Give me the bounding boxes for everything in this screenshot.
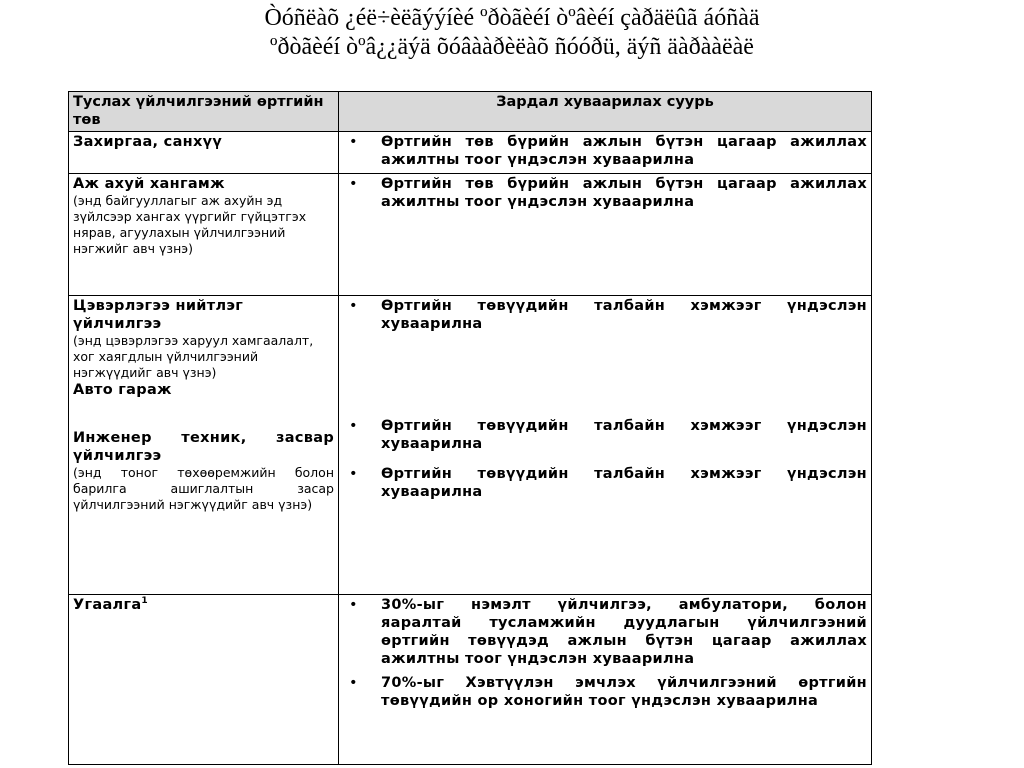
bullet-glyph: • xyxy=(349,134,358,150)
table-row xyxy=(69,296,872,595)
service-note: (энд байгууллагыг аж ахуйн эд зүйлсээр хангах үүргийг гүйцэтгэх нярав, агуулахын үйлчилгээний нэгжийг авч үзнэ) xyxy=(73,193,307,256)
service-name: Аж ахуй хангамж xyxy=(73,176,225,192)
service-note: (энд тоног төхөөремжийн болон барилга ашиглалтын засар үйлчилгээний нэгжүүдийг авч үзнэ) xyxy=(73,465,334,512)
bullet-glyph: • xyxy=(349,466,358,482)
title-line-1: Òóñëàõ ¿éë÷èëãýýíèé ºðòãèéí òºâèéí çàðäëûã áóñàä xyxy=(264,5,760,31)
service-name: Авто гараж xyxy=(73,382,172,398)
allocation-table xyxy=(68,91,872,765)
table-row xyxy=(69,595,872,765)
basis-bullet: • Өртгийн төв бүрийн ажлын бүтэн цагаар ажиллах ажилтны тоог үндэслэн хуваарилна xyxy=(349,176,867,210)
slide-title xyxy=(0,4,1024,62)
bullet-glyph: • xyxy=(349,418,358,434)
bullet-glyph: • xyxy=(349,176,358,192)
basis-bullet: • Өртгийн төв бүрийн ажлын бүтэн цагаар ажиллах ажилтны тоог үндэслэн хуваарилна xyxy=(349,134,867,168)
title-line-2: ºðòãèéí òºâ¿¿äýä õóâààðèëàõ ñóóðü, äýñ äàðààëàë xyxy=(270,34,754,60)
service-name: Захиргаа, санхүү xyxy=(73,134,223,150)
bullet-glyph: • xyxy=(349,597,358,613)
basis-bullet: • Өртгийн төвүүдийн талбайн хэмжээг үндэслэн хуваарилна xyxy=(349,418,867,452)
basis-bullet: • Өртгийн төвүүдийн талбайн хэмжээг үндэслэн хуваарилна xyxy=(349,298,867,332)
basis-bullet: • 30%-ыг нэмэлт үйлчилгээ, амбулатори, болон яаралтай тусламжийн дуудлагын үйлчилгээний өртгийн төвүүдэд ажлын бүтэн цагаар ажиллах ажилтны тоог үндэслэн хуваарилна xyxy=(349,597,867,667)
row-basis-cell xyxy=(339,595,872,765)
header-service-center: Туслах үйлчилгээний өртгийн төв xyxy=(69,92,339,132)
row-basis-cell xyxy=(339,132,872,174)
service-name: Цэвэрлэгээ нийтлэг үйлчилгээ xyxy=(73,298,244,332)
bullet-glyph: • xyxy=(349,675,358,691)
row-service-cell xyxy=(69,132,339,174)
bullet-glyph: • xyxy=(349,298,358,314)
row-service-cell xyxy=(69,595,339,765)
header-allocation-basis: Зардал хуваарилах суурь xyxy=(339,92,872,132)
table-header-row xyxy=(69,92,872,132)
service-note: (энд цэвэрлэгээ харуул хамгаалалт, хог хаягдлын үйлчилгээний нэгжүүдийг авч үзнэ) xyxy=(73,333,314,380)
service-name: Угаалга$^1$ xyxy=(73,596,148,613)
footnote-marker: 1 xyxy=(141,596,148,607)
row-service-cell xyxy=(69,174,339,296)
row-service-cell xyxy=(69,296,339,595)
basis-bullet: • 70%-ыг Хэвтүүлэн эмчлэх үйлчилгээний өртгийн төвүүдийн ор хоногийн тоог үндэслэн хуваарилна xyxy=(349,675,867,709)
row-basis-cell xyxy=(339,174,872,296)
service-name: Инженер техник, засвар үйлчилгээ xyxy=(73,430,334,464)
table-row xyxy=(69,132,872,174)
basis-bullet: • Өртгийн төвүүдийн талбайн хэмжээг үндэслэн хуваарилна xyxy=(349,466,867,500)
row-basis-cell xyxy=(339,296,872,595)
table-row xyxy=(69,174,872,296)
